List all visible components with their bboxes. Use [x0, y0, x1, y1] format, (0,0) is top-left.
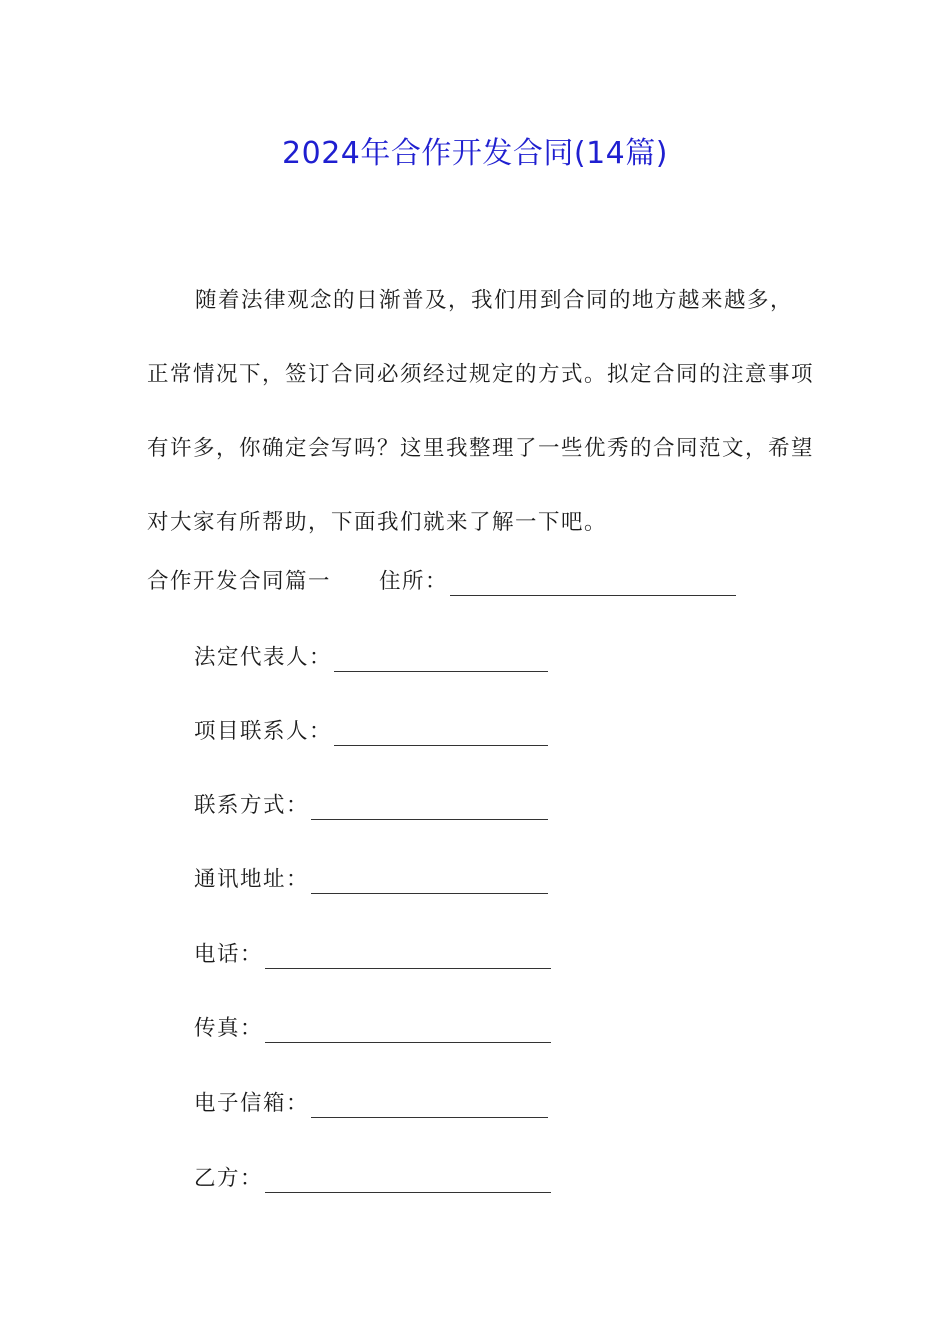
field-row-fax: [194, 1009, 551, 1049]
field-row-project-contact: [194, 712, 548, 752]
field-label-legal-rep: 法定代表人：: [194, 645, 333, 670]
field-label-fax: 传真：: [194, 1016, 264, 1041]
contact-method-blank[interactable]: [311, 791, 548, 820]
field-label-party-b: 乙方：: [194, 1166, 264, 1191]
phone-blank[interactable]: [265, 940, 551, 969]
field-label-contact-method: 联系方式：: [194, 793, 310, 818]
legal-rep-blank[interactable]: [334, 643, 548, 672]
mailing-address-blank[interactable]: [311, 865, 548, 894]
fax-blank[interactable]: [265, 1014, 551, 1043]
field-row-email: [194, 1084, 548, 1124]
field-row-address: [147, 562, 736, 602]
section-heading: 合作开发合同篇一: [147, 569, 332, 594]
party-b-blank[interactable]: [265, 1164, 551, 1193]
field-label-address: 住所：: [379, 569, 449, 594]
field-label-phone: 电话：: [194, 942, 264, 967]
field-row-legal-rep: [194, 638, 548, 678]
email-blank[interactable]: [311, 1089, 548, 1118]
field-row-contact-method: [194, 786, 548, 826]
field-label-mailing-address: 通讯地址：: [194, 867, 310, 892]
document-title: 2024年合作开发合同(14篇): [282, 136, 668, 171]
intro-paragraph: 随着法律观念的日渐普及，我们用到合同的地方越来越多，正常情况下，签订合同必须经过规定的方式。拟定合同的注意事项有许多，你确定会写吗？这里我整理了一些优秀的合同范文，希望对大家有所帮助，下面我们就来了解一下吧。: [147, 288, 815, 535]
field-label-project-contact: 项目联系人：: [194, 719, 333, 744]
field-row-party-b: [194, 1159, 551, 1199]
field-row-phone: [194, 935, 551, 975]
field-row-mailing-address: [194, 860, 548, 900]
address-blank[interactable]: [450, 567, 736, 596]
project-contact-blank[interactable]: [334, 717, 548, 746]
field-label-email: 电子信箱：: [194, 1091, 310, 1116]
